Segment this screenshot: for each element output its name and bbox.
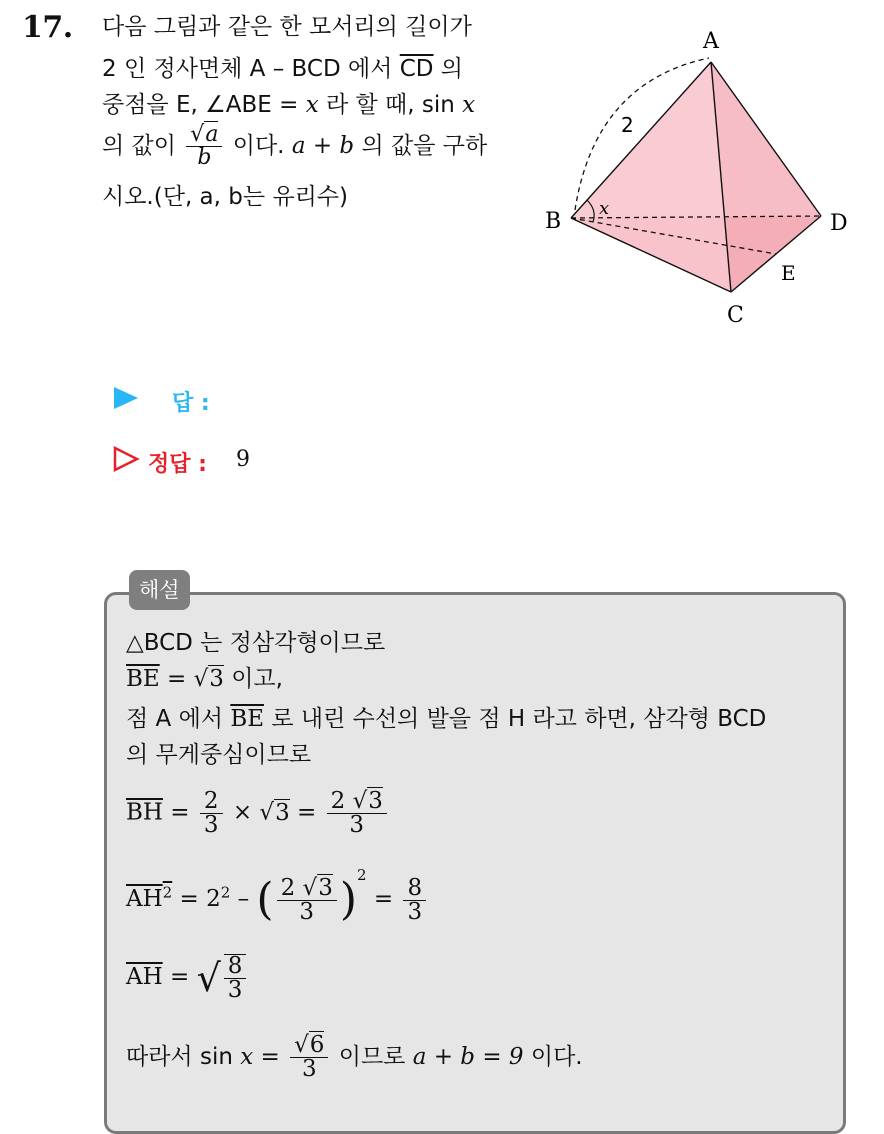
- solution-line-bh: $\overline{BH}$ = $\frac{2}{3}$ × √3 = $\frac{2 √3}{3}$: [126, 790, 390, 837]
- solution-line-conclusion: 따라서 sin x = $\frac{√6}{3}$ 이므로 a + b = 9 이다.: [126, 1032, 583, 1082]
- label-edge-length: 2: [621, 113, 634, 137]
- label-a: A: [703, 29, 719, 54]
- problem-line-1: 다음 그림과 같은 한 모서리의 길이가: [102, 14, 472, 40]
- label-e: E: [781, 261, 796, 285]
- label-b: B: [545, 209, 562, 234]
- problem-line-2: 2 인 정사면체 A – BCD 에서 $\overline{CD}$ 의: [102, 56, 464, 82]
- solution-line-4: 의 무게중심이므로: [126, 742, 312, 768]
- answer-arrow-icon: [112, 384, 140, 412]
- label-c: C: [727, 303, 744, 328]
- solution-line-2: $\overline{BE} = √3$ 이고,: [126, 666, 283, 692]
- solution-line-3: 점 A 에서 $\overline{BE}$ 로 내린 수선의 발을 점 H 라고 하면, 삼각형 BCD: [126, 706, 767, 732]
- answer-label: 답 :: [172, 391, 210, 416]
- solution-line-ah: $\overline{AH}$ = √ $\frac{8}{3}$: [126, 954, 249, 1002]
- correct-answer-arrow-icon: [112, 445, 140, 473]
- correct-answer-label: 정답 :: [148, 452, 207, 477]
- problem-line-3: 중점을 E, ∠ABE = x 라 할 때, sin x: [102, 92, 476, 118]
- solution-line-ah-squared: $AH^2 = 2^2$ – ( $\frac{2 √3}{3}$ )$^2$ = $\frac{8}{3}$: [126, 868, 429, 924]
- solution-tab: 해설: [129, 570, 190, 610]
- solution-line-1: △BCD 는 정삼각형이므로: [126, 630, 386, 656]
- correct-answer-value: 9: [236, 447, 250, 472]
- tetrahedron-figure: [525, 20, 865, 330]
- problem-line-5: 시오.(단, a, b는 유리수): [102, 184, 349, 210]
- problem-line-4: 의 값이 $\frac{√a}{b}$ 이다. a + b 의 값을 구하: [102, 122, 488, 170]
- sqrt-a-over-b: $\frac{√a}{b}$: [186, 124, 222, 169]
- problem-number: 17.: [22, 10, 73, 45]
- back-face: [571, 62, 821, 218]
- segment-cd: $\overline{CD}$: [399, 56, 434, 82]
- label-d: D: [830, 211, 848, 236]
- label-angle-x: x: [599, 198, 610, 219]
